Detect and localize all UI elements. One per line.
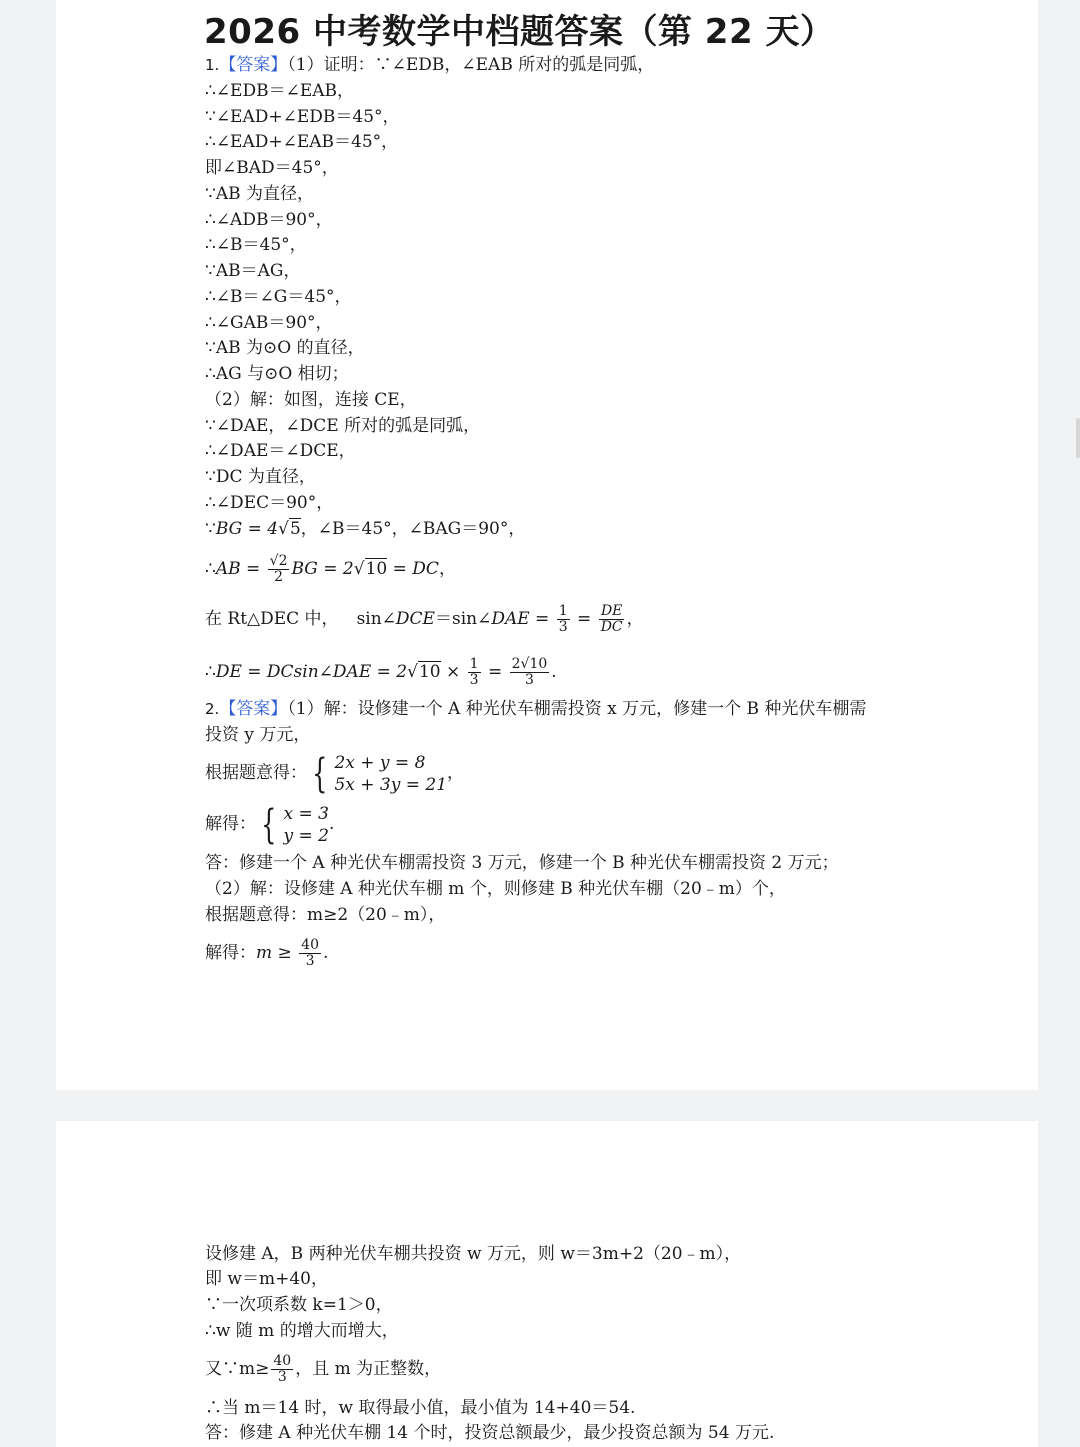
sqrt-sign: √ (278, 519, 289, 539)
brace: { (261, 801, 277, 848)
scrollbar-thumb[interactable] (1076, 418, 1080, 458)
fraction-denominator: DC (600, 619, 623, 635)
text-run: sin∠ (356, 609, 396, 629)
q2-first-line (205, 698, 866, 720)
math-expr: DE = DCsin∠DAE = 2 (215, 662, 408, 682)
p2-line: 设修建 A，B 两种光伏车棚共投资 w 万元，则 w＝3m+2（20﹣m）， (205, 1244, 742, 1264)
fraction-numerator: DE (600, 603, 623, 619)
text-run: = (482, 662, 508, 682)
fraction (599, 604, 625, 635)
fraction-denominator: 3 (277, 1369, 287, 1385)
q1-de-line (205, 655, 557, 689)
equation: 5x + 3y = 21 (334, 774, 448, 795)
q2-system-1 (205, 750, 464, 796)
text-run: ， (626, 609, 644, 629)
q1-line: （1）证明：∵∠EDB，∠EAB 所对的弧是同弧， (287, 55, 655, 75)
sqrt-sign: √ (353, 559, 365, 579)
text-run: × (440, 662, 466, 682)
fraction-numerator: 40 (273, 1353, 292, 1369)
page-1 (56, 0, 1038, 1090)
q2-line: （2）解：设修建 A 种光伏车棚 m 个，则修建 B 种光伏车棚（20﹣m）个， (205, 879, 786, 899)
q1-line: 即∠BAD＝45°， (205, 158, 339, 178)
math-expr: DAE (491, 609, 530, 629)
text-run: 解得： (205, 814, 256, 834)
q2-answer-tag: 【答案】 (219, 699, 288, 719)
text-run: 又∵m≥ (205, 1359, 270, 1379)
q1-line: ∵∠EAD+∠EDB＝45°， (205, 107, 400, 127)
text-run: ， (438, 559, 456, 579)
q1-first-line (205, 54, 654, 76)
fraction-denominator: 3 (469, 672, 479, 688)
q1-line: ∵∠DAE，∠DCE 所对的弧是同弧， (205, 416, 481, 436)
math-expr: BG = 2 (291, 559, 354, 579)
fraction (468, 657, 481, 688)
q1-ab-line (205, 552, 456, 586)
q2-number: 2. (205, 700, 220, 718)
q1-sin-line (205, 602, 644, 636)
fraction (510, 657, 550, 688)
equation-system (256, 803, 329, 847)
q2-line: （1）解：设修建一个 A 种光伏车棚需投资 x 万元，修建一个 B 种光伏车棚需 (287, 699, 867, 719)
fraction (557, 604, 570, 635)
p2-line: ∵一次项系数 k=1＞0， (205, 1295, 393, 1315)
fraction (299, 938, 321, 969)
text-run: . (328, 814, 335, 834)
q2-solution-line (205, 936, 328, 970)
q1-line: ∴∠ADB＝90°， (205, 210, 333, 230)
therefore-symbol: ∴ (205, 559, 216, 579)
text-run: ，且 m 为正整数， (295, 1359, 442, 1379)
p2-line: ∴w 随 m 的增大而增大， (205, 1321, 399, 1341)
text-run: 根据题意得： (205, 763, 307, 783)
q2-line: 答：修建一个 A 种光伏车棚需投资 3 万元，修建一个 B 种光伏车棚需投资 2 万元； (205, 853, 839, 873)
text-run: 解得： (205, 943, 256, 963)
math-expr: = DC (387, 559, 439, 579)
fraction-numerator: 1 (558, 603, 568, 619)
fraction-numerator: 2√10 (511, 656, 548, 672)
text-run: ， (447, 763, 465, 783)
fraction (268, 554, 290, 585)
page-title: 2026 中考数学中档题答案（第 22 天） (204, 12, 835, 52)
q1-line: ∴∠B＝45°， (205, 235, 307, 255)
math-expr: DCE (395, 609, 435, 629)
q1-line: ∵AB 为⊙O 的直径， (205, 338, 365, 358)
sqrt-radicand: 10 (418, 662, 441, 682)
brace: { (312, 750, 328, 797)
q1-answer-tag: 【答案】 (219, 55, 288, 75)
fraction (271, 1354, 293, 1385)
q1-line: ∴∠B＝∠G＝45°， (205, 287, 352, 307)
sqrt-radicand: 10 (365, 559, 388, 579)
text-run: 在 Rt△DEC 中， (205, 609, 339, 629)
math-expr: m ≥ (256, 943, 298, 963)
p2-line: ∴当 m＝14 时，w 取得最小值，最小值为 14+40＝54. (205, 1398, 636, 1418)
fraction-numerator: 1 (469, 656, 479, 672)
q2-line: 投资 y 万元， (205, 725, 311, 745)
q1-line: ∴∠EDB＝∠EAB， (205, 81, 355, 101)
q1-line: ∴AG 与⊙O 相切； (205, 364, 349, 384)
sqrt-sign: √ (407, 662, 418, 682)
equation: x = 3 (283, 803, 329, 824)
q1-line: ∴∠DAE＝∠DCE， (205, 441, 356, 461)
p2-line: 答：修建 A 种光伏车棚 14 个时，投资总额最少，最少投资总额为 54 万元. (205, 1423, 775, 1443)
fraction-denominator: 3 (558, 619, 568, 635)
q1-line: ∴∠EAD+∠EAB＝45°， (205, 132, 399, 152)
q1-line: ∵AB＝AG， (205, 261, 301, 281)
q1-line: ∵DC 为直径， (205, 467, 316, 487)
fraction-denominator: 2 (274, 569, 284, 585)
q1-line: ∴∠GAB＝90°， (205, 313, 333, 333)
therefore-symbol: ∴ (205, 662, 216, 682)
text-run: ，∠B＝45°，∠BAG＝90°， (300, 519, 526, 539)
q2-line: 根据题意得：m≥2（20﹣m）， (205, 905, 446, 925)
math-expr: AB = (215, 559, 266, 579)
text-run: . (551, 662, 557, 682)
fraction-numerator: √2 (269, 553, 288, 569)
q1-number: 1. (205, 56, 220, 74)
sqrt-radicand: 5 (289, 519, 301, 539)
q1-line: ∴∠DEC＝90°， (205, 493, 334, 513)
q1-line: ∵AB 为直径， (205, 184, 314, 204)
equation-system (307, 752, 447, 796)
p2-line: 即 w＝m+40， (205, 1269, 328, 1289)
math-expr: BG = 4 (215, 519, 279, 539)
equation: y = 2 (283, 825, 329, 846)
q1-line: （2）解：如图，连接 CE， (205, 390, 417, 410)
text-run: = (529, 609, 555, 629)
text-run: ＝sin∠ (434, 609, 492, 629)
because-symbol: ∵ (205, 519, 216, 539)
text-run: = (571, 609, 597, 629)
p2-fraction-line (205, 1352, 441, 1386)
q2-system-2 (205, 801, 334, 847)
text-run: . (323, 943, 329, 963)
fraction-denominator: 3 (525, 672, 534, 688)
fraction-numerator: 40 (301, 937, 319, 953)
fraction-denominator: 3 (305, 953, 315, 969)
equation: 2x + y = 8 (334, 752, 426, 773)
q1-bg-line (205, 518, 525, 540)
